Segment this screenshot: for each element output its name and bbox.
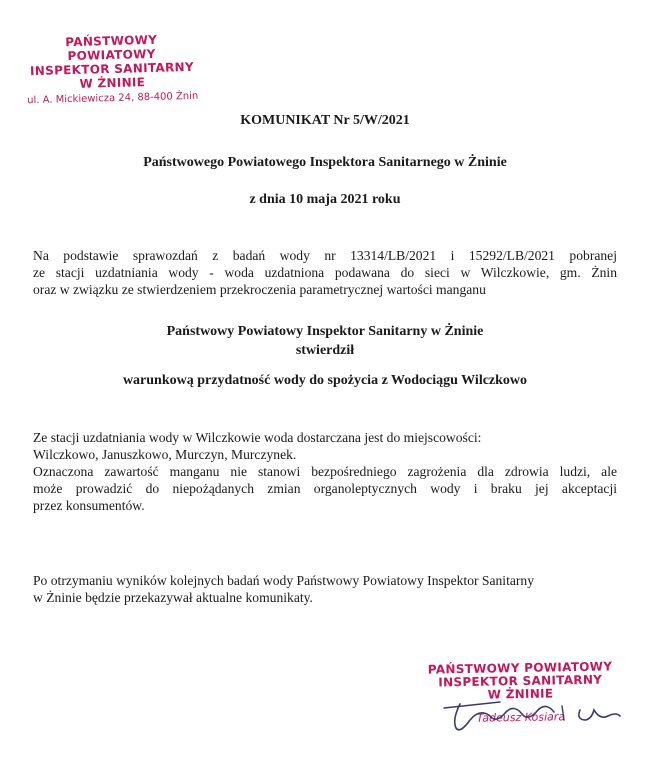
signature-stamp-line-3: W ŻNINIE xyxy=(487,686,554,702)
body-line-2: Wilczkowo, Januszkowo, Murczyn, Murczynek. xyxy=(33,447,297,462)
statement-line-2: stwierdził xyxy=(295,343,355,358)
intro-line-1: Na podstawie sprawozdań z badań wody nr 13314/LB/2021 i 15292/LB/2021 pobranej xyxy=(33,248,617,263)
closing-line-1: Po otrzymaniu wyników kolejnych badań wody Państwowy Powiatowy Inspektor Sanitarny xyxy=(33,573,535,588)
intro-paragraph xyxy=(33,247,617,298)
body-line-5: przez konsumentów. xyxy=(33,498,145,513)
stamp-line-3: W ŻNINIE xyxy=(79,75,146,91)
statement-block xyxy=(0,322,650,360)
signature-stamp-line-1: PAŃSTWOWY POWIATOWY xyxy=(427,659,613,677)
document-date: z dnia 10 maja 2021 roku xyxy=(249,192,401,207)
statement-line-1: Państwowy Powiatowy Inspektor Sanitarny w Żninie xyxy=(166,324,484,339)
document-issuer: Państwowego Powiatowego Inspektora Sanitarnego w Żninie xyxy=(143,155,507,170)
handwritten-signature xyxy=(430,690,630,740)
intro-line-2: ze stacji uzdatniania wody - woda uzdatniona podawana do sieci w Wilczkowie, gm. Żnin xyxy=(33,265,617,280)
closing-paragraph xyxy=(33,572,617,606)
body-paragraph xyxy=(33,429,617,514)
decision-text: warunkową przydatność wody do spożycia z Wodociągu Wilczkowo xyxy=(122,373,528,388)
stamp-line-1: PAŃSTWOWY POWIATOWY xyxy=(65,32,158,64)
signature-stamp-line-2: INSPEKTOR SANITARNY xyxy=(438,672,603,690)
document-title: KOMUNIKAT Nr 5/W/2021 xyxy=(240,113,410,128)
header-stamp xyxy=(21,32,203,109)
stamp-line-2: INSPEKTOR SANITARNY xyxy=(29,59,195,79)
closing-line-2: w Żninie będzie przekazywał aktualne komunikaty. xyxy=(33,590,313,605)
body-line-1: Ze stacji uzdatniania wody w Wilczkowie woda dostarczana jest do miejscowości: xyxy=(33,430,482,445)
body-line-4: może prowadzić do niepożądanych zmian organoleptycznych wody i braku jej akceptacji xyxy=(33,481,617,496)
stamp-address: ul. A. Mickiewicza 24, 88-400 Żnin xyxy=(27,90,199,107)
intro-line-3: oraz w związku ze stwierdzeniem przekroczenia parametrycznej wartości manganu xyxy=(33,282,486,297)
body-line-3: Oznaczona zawartość manganu nie stanowi bezpośredniego zagrożenia dla zdrowia ludzi, ale xyxy=(33,464,617,479)
signatory-name: Tadeusz Kosiara xyxy=(476,710,566,725)
